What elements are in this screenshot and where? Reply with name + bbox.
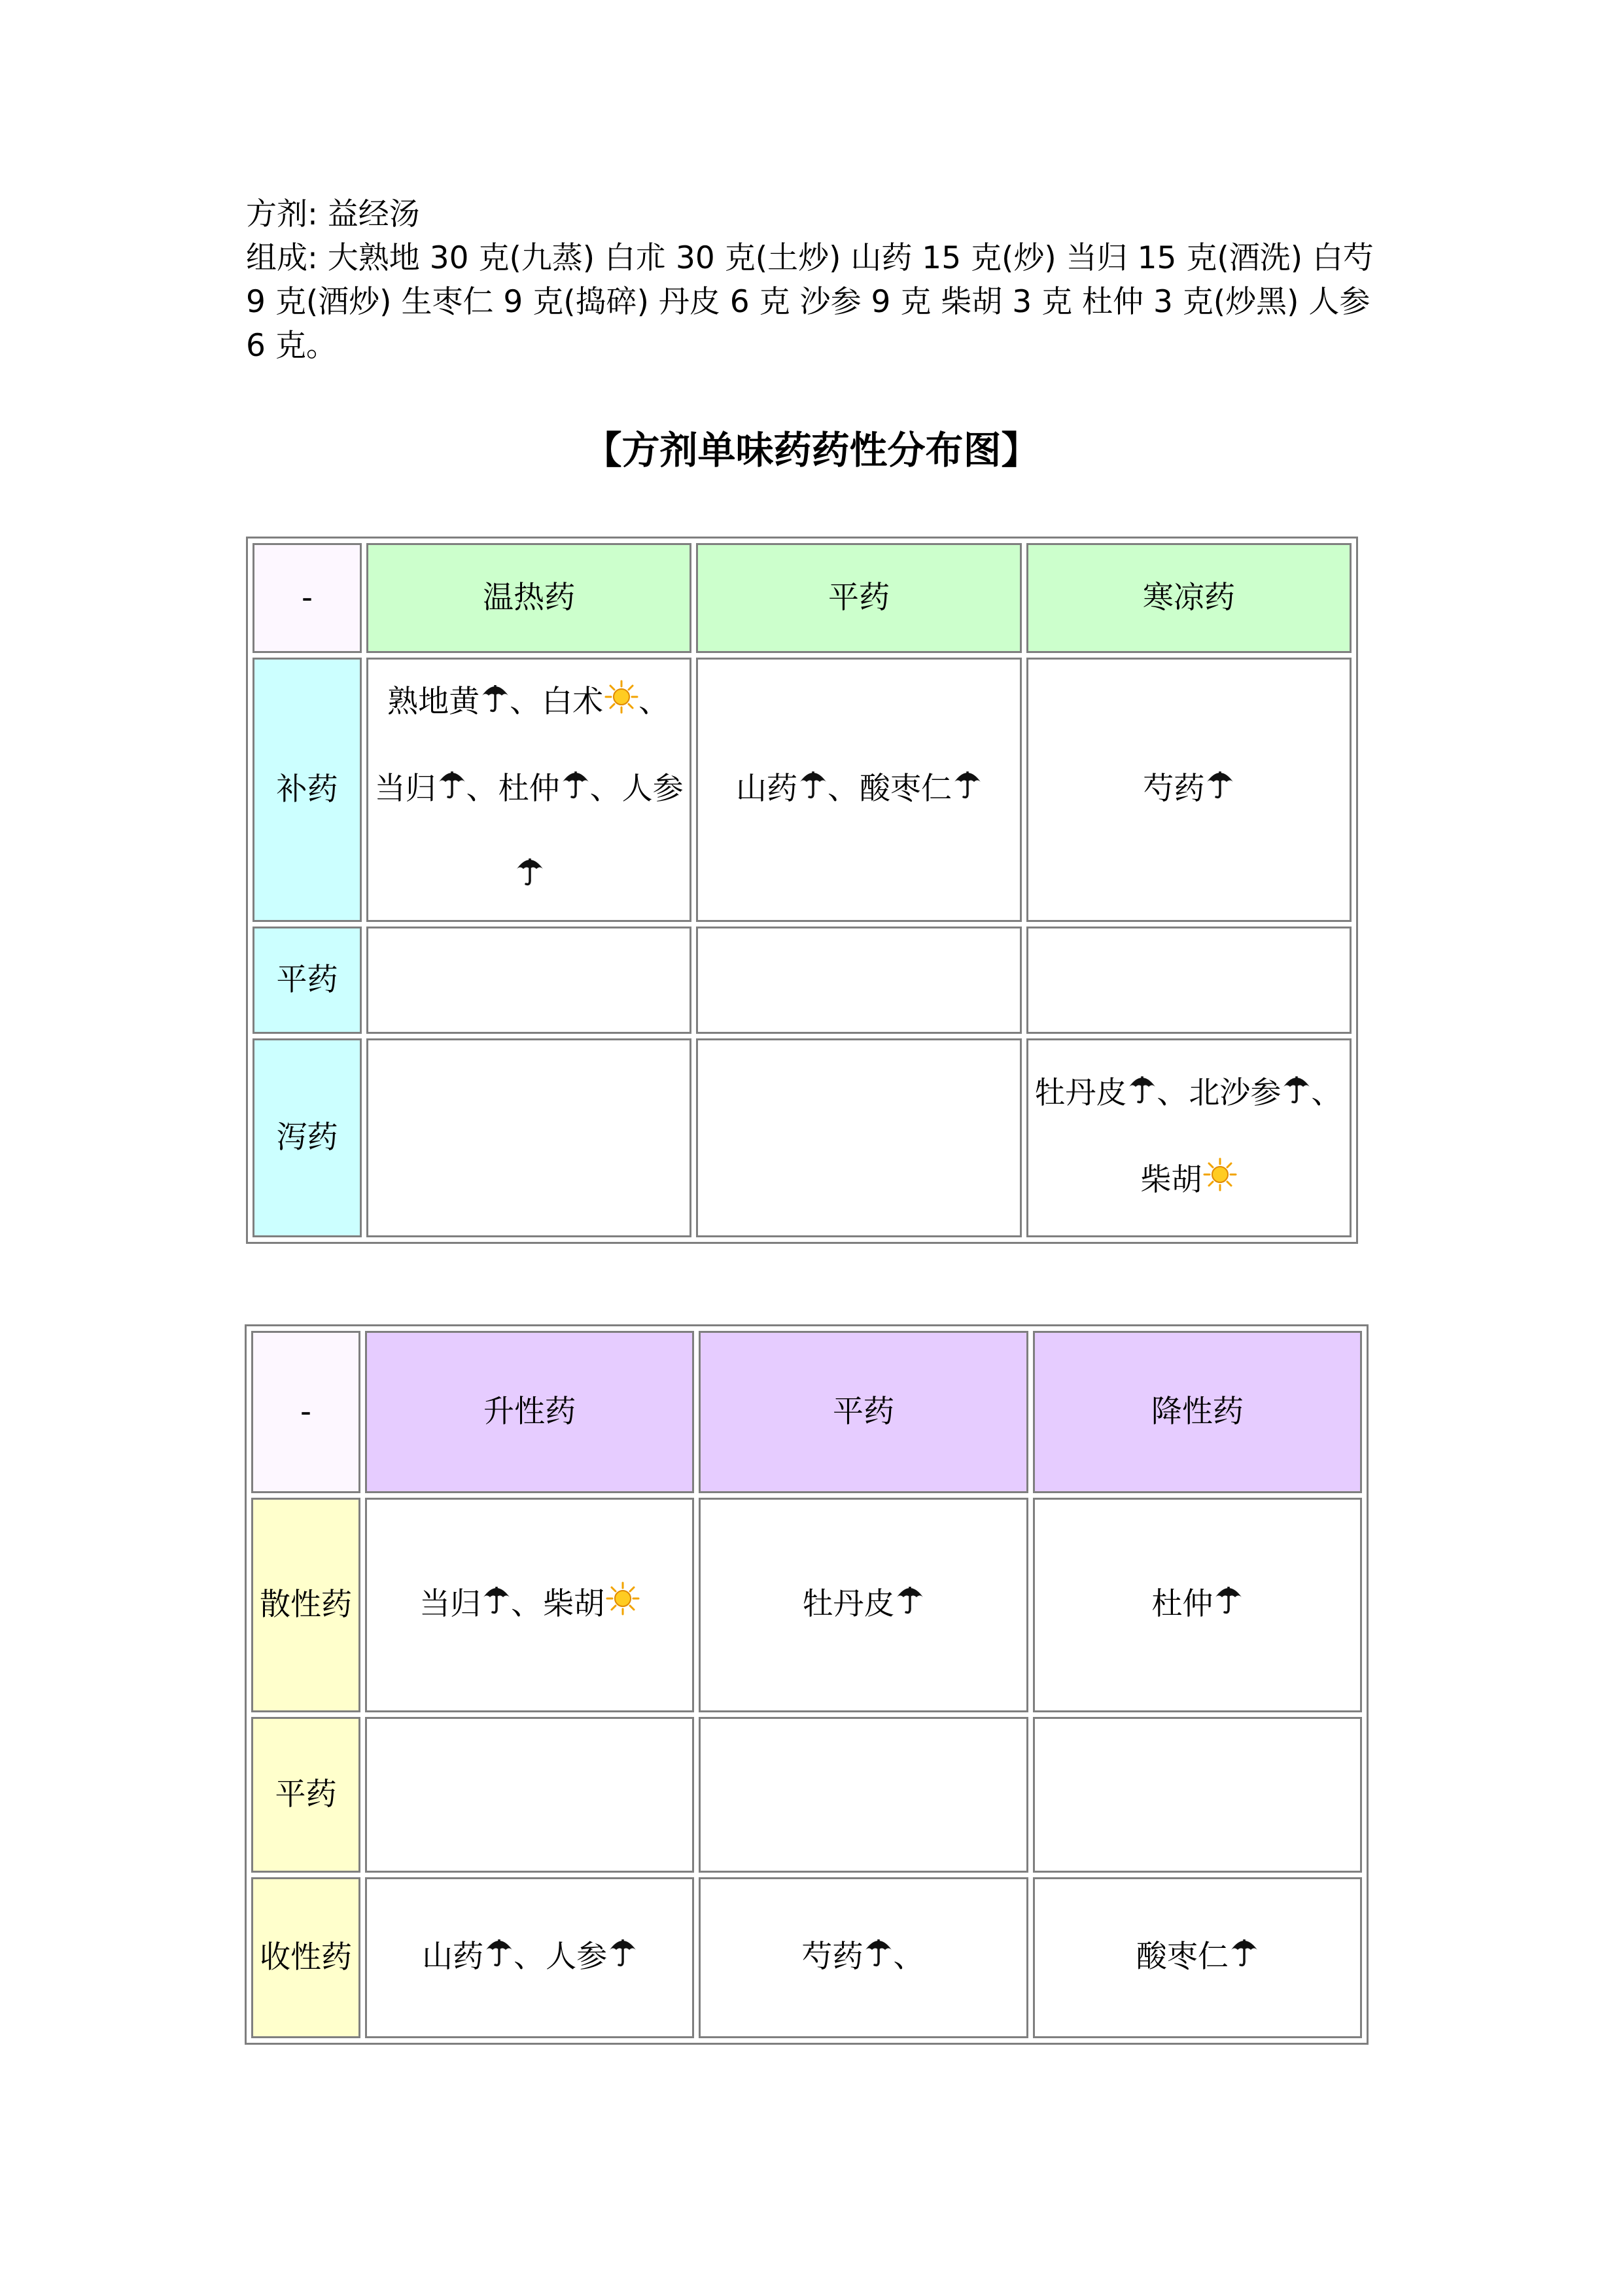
herb-cell xyxy=(699,1498,1028,1712)
herb-item xyxy=(387,684,542,720)
herb-name: 芍药 xyxy=(801,1938,864,1975)
herb-cell xyxy=(1026,658,1352,922)
umbrella-icon xyxy=(1214,1563,1243,1648)
herb-separator: 、 xyxy=(638,684,670,720)
herb-cell xyxy=(696,927,1021,1034)
table-corner-cell: - xyxy=(251,1331,360,1493)
composition-line: 组成: 大熟地 30 克(九蒸) 白朮 30 克(土炒) 山药 15 克(炒) 当归 15 克(酒洗) 白芍 9 克(酒炒) 生枣仁 9 克(捣碎) 丹皮 6 克 沙参 9 克 柴胡 3 克 杜仲 3 克(炒黑) 人参 6 克。 xyxy=(246,240,1374,364)
page-title: 【方剂单味药药性分布图】 xyxy=(584,428,1039,472)
property-table-temperature xyxy=(246,537,1358,1244)
herb-cell xyxy=(699,1717,1028,1873)
herb-separator: 、 xyxy=(514,1938,545,1975)
umbrella-icon xyxy=(561,748,590,833)
herb-cell xyxy=(1033,1498,1362,1712)
column-header-ascending: 升性药 xyxy=(365,1331,694,1493)
herb-separator: 、 xyxy=(510,684,541,720)
umbrella-icon xyxy=(953,748,982,833)
herb-item xyxy=(1136,1939,1259,1975)
sun-icon xyxy=(604,662,638,747)
umbrella-icon xyxy=(608,1916,637,2001)
table-header-row xyxy=(253,543,1352,653)
herb-cell xyxy=(365,1877,694,2038)
herb-item xyxy=(1151,1586,1243,1622)
herb-item xyxy=(542,684,671,720)
herb-separator: 、 xyxy=(893,1938,924,1975)
umbrella-icon xyxy=(799,748,828,833)
umbrella-icon xyxy=(481,662,510,747)
herb-name: 当归 xyxy=(419,1585,481,1622)
herb-cell xyxy=(366,658,691,922)
table-row-neutral xyxy=(253,927,1352,1034)
formula-line: 方剂: 益经汤 xyxy=(246,196,420,232)
table-row-dispersing xyxy=(251,1498,1362,1712)
sun-icon xyxy=(606,1563,640,1648)
herb-separator: 、 xyxy=(511,1585,542,1622)
herb-item xyxy=(419,1586,543,1622)
herb-separator: 、 xyxy=(466,770,497,807)
row-header-astringent: 收性药 xyxy=(251,1877,360,2038)
herb-cell xyxy=(365,1498,694,1712)
herb-cell xyxy=(1026,1038,1352,1237)
umbrella-icon xyxy=(515,835,544,920)
herb-item xyxy=(546,1939,637,1975)
sun-icon xyxy=(1203,1139,1237,1224)
herb-item xyxy=(801,1939,925,1975)
herb-item xyxy=(860,771,982,807)
column-header-warm: 温热药 xyxy=(366,543,691,653)
table-row-tonic xyxy=(253,658,1352,922)
herb-name: 牡丹皮 xyxy=(802,1585,895,1622)
herb-item xyxy=(375,771,498,807)
herb-cell xyxy=(1033,1717,1362,1873)
table-row-neutral xyxy=(251,1717,1362,1873)
table-row-purge xyxy=(253,1038,1352,1237)
herb-cell xyxy=(699,1877,1028,2038)
column-header-cold: 寒凉药 xyxy=(1026,543,1352,653)
herb-item xyxy=(422,1939,546,1975)
umbrella-icon xyxy=(485,1916,514,2001)
column-header-neutral: 平药 xyxy=(696,543,1021,653)
herb-name: 酸枣仁 xyxy=(859,770,952,807)
herb-name: 柴胡 xyxy=(543,1585,605,1622)
herb-name: 山药 xyxy=(735,770,797,807)
property-table-direction xyxy=(245,1324,1369,2045)
herb-item xyxy=(1140,1162,1237,1198)
umbrella-icon xyxy=(864,1916,893,2001)
table-row-astringent xyxy=(251,1877,1362,2038)
herb-name: 北沙参 xyxy=(1189,1075,1282,1111)
umbrella-icon xyxy=(1206,748,1234,833)
row-header-purge: 泻药 xyxy=(253,1038,362,1237)
herb-separator: 、 xyxy=(1311,1075,1342,1111)
umbrella-icon xyxy=(896,1563,924,1648)
herb-name: 白术 xyxy=(542,684,604,720)
herb-cell xyxy=(366,1038,691,1237)
herb-cell xyxy=(366,927,691,1034)
row-header-tonic: 补药 xyxy=(253,658,362,922)
column-header-descending: 降性药 xyxy=(1033,1331,1362,1493)
row-header-neutral: 平药 xyxy=(251,1717,360,1873)
herb-name: 熟地黄 xyxy=(387,684,480,720)
herb-item xyxy=(498,771,622,807)
herb-name: 杜仲 xyxy=(1151,1585,1213,1622)
herb-separator: 、 xyxy=(589,770,621,807)
table-corner-cell: - xyxy=(253,543,362,653)
herb-cell xyxy=(696,658,1021,922)
herb-cell xyxy=(696,1038,1021,1237)
herb-cell xyxy=(1033,1877,1362,2038)
herb-name: 山药 xyxy=(422,1938,484,1975)
umbrella-icon xyxy=(482,1563,511,1648)
herb-cell xyxy=(365,1717,694,1873)
herb-name: 人参 xyxy=(621,770,684,807)
herb-name: 人参 xyxy=(546,1938,608,1975)
row-header-dispersing: 散性药 xyxy=(251,1498,360,1712)
herb-name: 酸枣仁 xyxy=(1136,1938,1229,1975)
intro-text xyxy=(246,192,1384,368)
herb-item xyxy=(1034,1075,1189,1111)
row-header-neutral: 平药 xyxy=(253,927,362,1034)
herb-name: 当归 xyxy=(374,770,436,807)
herb-name: 芍药 xyxy=(1143,770,1205,807)
table-header-row xyxy=(251,1331,1362,1493)
herb-item xyxy=(802,1586,924,1622)
column-header-neutral: 平药 xyxy=(699,1331,1028,1493)
herb-item xyxy=(543,1586,640,1622)
herb-separator: 、 xyxy=(827,770,858,807)
umbrella-icon xyxy=(1230,1916,1259,2001)
herb-name: 牡丹皮 xyxy=(1034,1075,1127,1111)
umbrella-icon xyxy=(438,748,466,833)
herb-separator: 、 xyxy=(1157,1075,1188,1111)
herb-cell xyxy=(1026,927,1352,1034)
herb-name: 杜仲 xyxy=(498,770,560,807)
umbrella-icon xyxy=(1128,1053,1157,1138)
herb-item xyxy=(1189,1075,1343,1111)
herb-item xyxy=(736,771,860,807)
herb-item xyxy=(1143,771,1234,807)
herb-name: 柴胡 xyxy=(1140,1161,1202,1198)
umbrella-icon xyxy=(1282,1053,1311,1138)
